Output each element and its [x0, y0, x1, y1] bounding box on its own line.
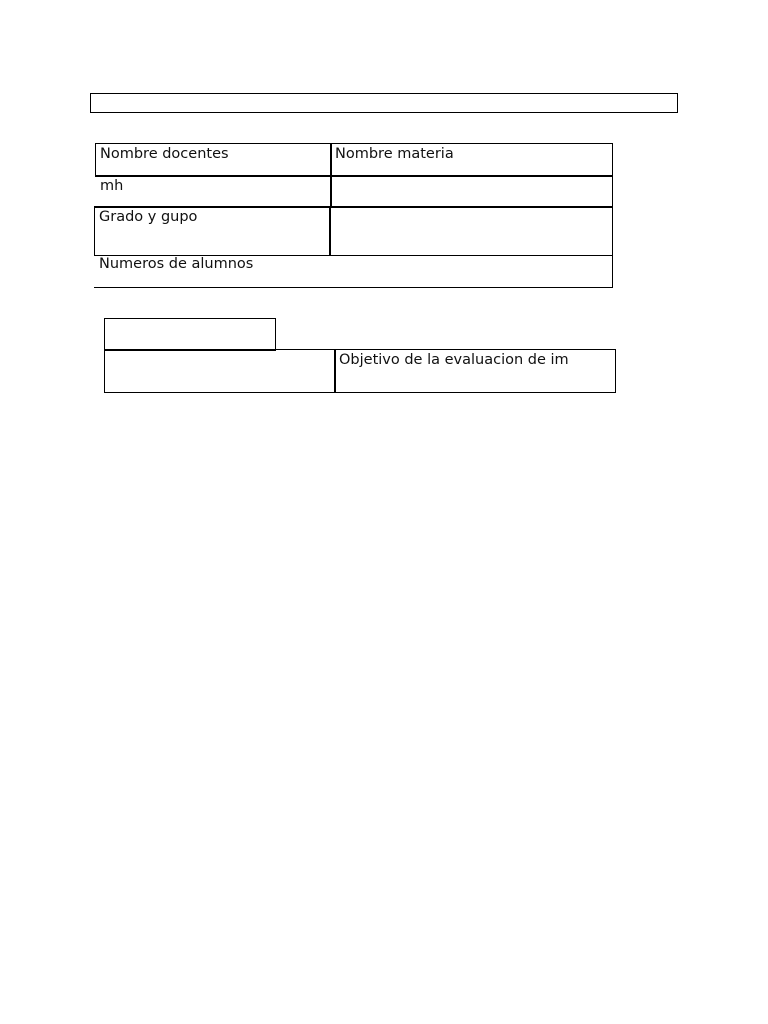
teacher-value-cell[interactable] [95, 175, 332, 208]
evaluation-left-cell[interactable] [104, 349, 336, 393]
student-count-label: Numeros de alumnos [99, 256, 254, 272]
subject-value-cell[interactable] [330, 175, 613, 208]
subject-name-label: Nombre materia [335, 146, 454, 162]
grade-group-value-cell[interactable] [329, 206, 613, 256]
grade-group-label-cell [94, 206, 331, 256]
evaluation-objective-cell[interactable] [334, 349, 616, 393]
teacher-value: mh [100, 178, 124, 194]
grade-group-label: Grado y gupo [99, 209, 198, 225]
student-count-cell[interactable] [94, 254, 613, 288]
header-field[interactable] [90, 93, 678, 113]
teacher-name-label-cell [95, 143, 332, 177]
evaluation-objective-label: Objetivo de la evaluacion de im [339, 352, 569, 368]
evaluation-small-box[interactable] [104, 318, 276, 351]
subject-name-label-cell [330, 143, 613, 177]
teacher-name-label: Nombre docentes [100, 146, 229, 162]
